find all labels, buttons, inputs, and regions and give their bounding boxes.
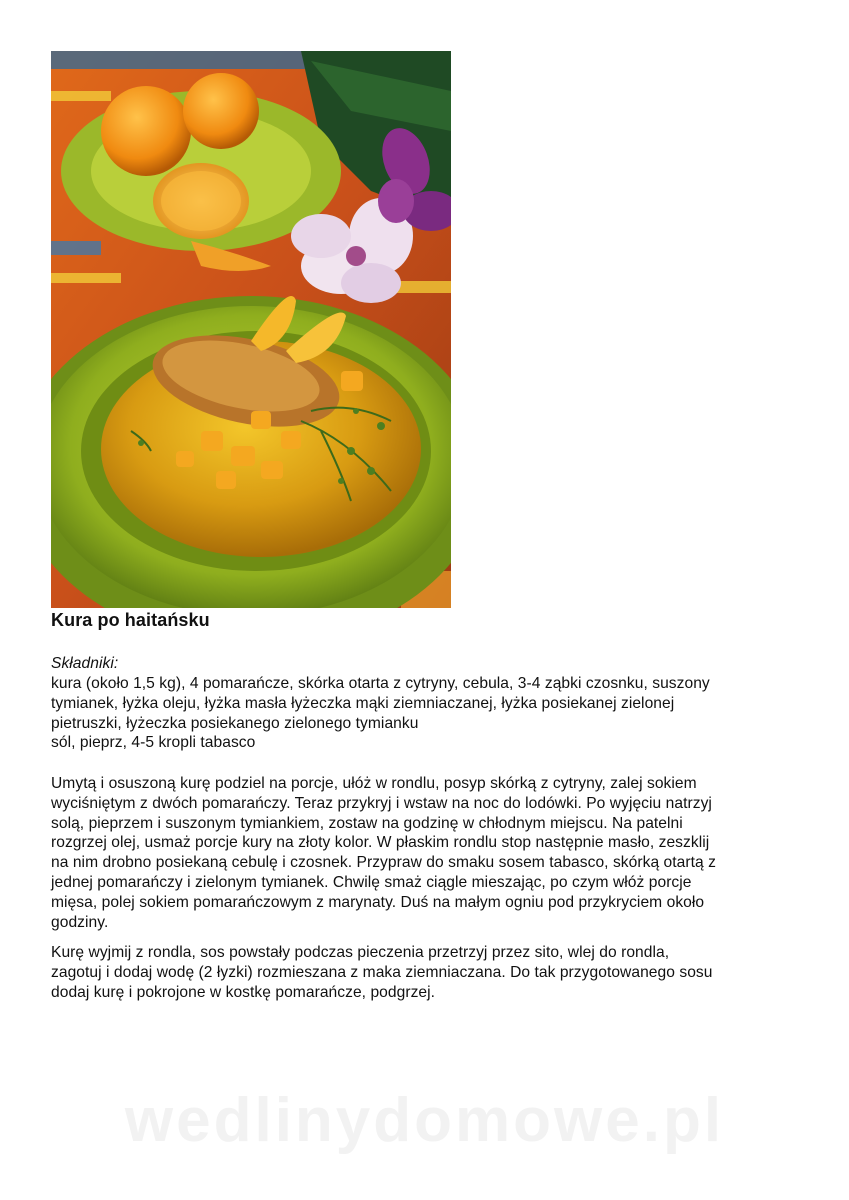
paragraph-line: godziny. — [51, 913, 109, 931]
dish-photo — [51, 51, 451, 608]
paragraph-line: na nim drobno posiekaną cebulę i czosnek. Przypraw do smaku sosem tabasco, skórką otartą z — [51, 854, 716, 872]
ingredients-list — [51, 674, 791, 753]
dish-photo-illustration — [51, 51, 451, 608]
paragraph-line: Kurę wyjmij z rondla, sos powstały podczas pieczenia przetrzyj przez sito, wlej do rondla, — [51, 944, 670, 961]
paragraph-line: mięsa, polej sokiem pomarańczowym z marynaty. Duś na małym ogniu pod przykryciem około — [51, 893, 705, 911]
paragraph-line: zagotuj i dodaj wodę (2 łyzki) rozmieszana z maka ziemniaczana. Do tak przygotowanego sosu — [51, 963, 713, 981]
ingredients-line: kura (około 1,5 kg), 4 pomarańcze, skórka otarta z cytryny, cebula, 3-4 ząbki czosnku, suszony — [51, 675, 710, 692]
ingredients-line: pietruszki, łyżeczka posiekanego zielonego tymianku — [51, 714, 419, 732]
watermark: wedlinydomowe.pl — [124, 1086, 725, 1155]
paragraph-line: rozgrzej olej, usmaż porcje kury na złoty kolor. W płaskim rondlu stop następnie masło, zeszklij — [51, 834, 710, 852]
ingredients-line: tymianek, łyżka oleju, łyżka masła łyżeczka mąki ziemniaczanej, łyżka posiekanej zielonej — [51, 694, 675, 712]
paragraph-line: dodaj kurę i pokrojone w kostkę pomarańcze, podgrzej. — [51, 983, 436, 1001]
ingredients-heading: Składniki: — [51, 655, 119, 672]
preparation-paragraph-2 — [51, 943, 791, 1002]
ingredients-line: sól, pieprz, 4-5 kropli tabasco — [51, 734, 256, 752]
paragraph-line: jednej pomarańczy i zielonym tymianek. Chwilę smaż ciągle mieszając, po czym włóż porcje — [51, 873, 692, 891]
paragraph-line: wyciśniętym z dwóch pomarańczy. Teraz przykryj i wstaw na noc do lodówki. Po wyjęciu natrzyj — [51, 794, 712, 812]
recipe-title: Kura po haitańsku — [51, 610, 210, 630]
paragraph-line: solą, pieprzem i suszonym tymiankiem, zostaw na godzinę w chłodnym miejscu. Na patelni — [51, 814, 683, 832]
preparation-paragraph-1 — [51, 774, 791, 932]
paragraph-line: Umytą i osuszoną kurę podziel na porcje, ułóż w rondlu, posyp skórką z cytryny, zalej sokiem — [51, 775, 697, 792]
